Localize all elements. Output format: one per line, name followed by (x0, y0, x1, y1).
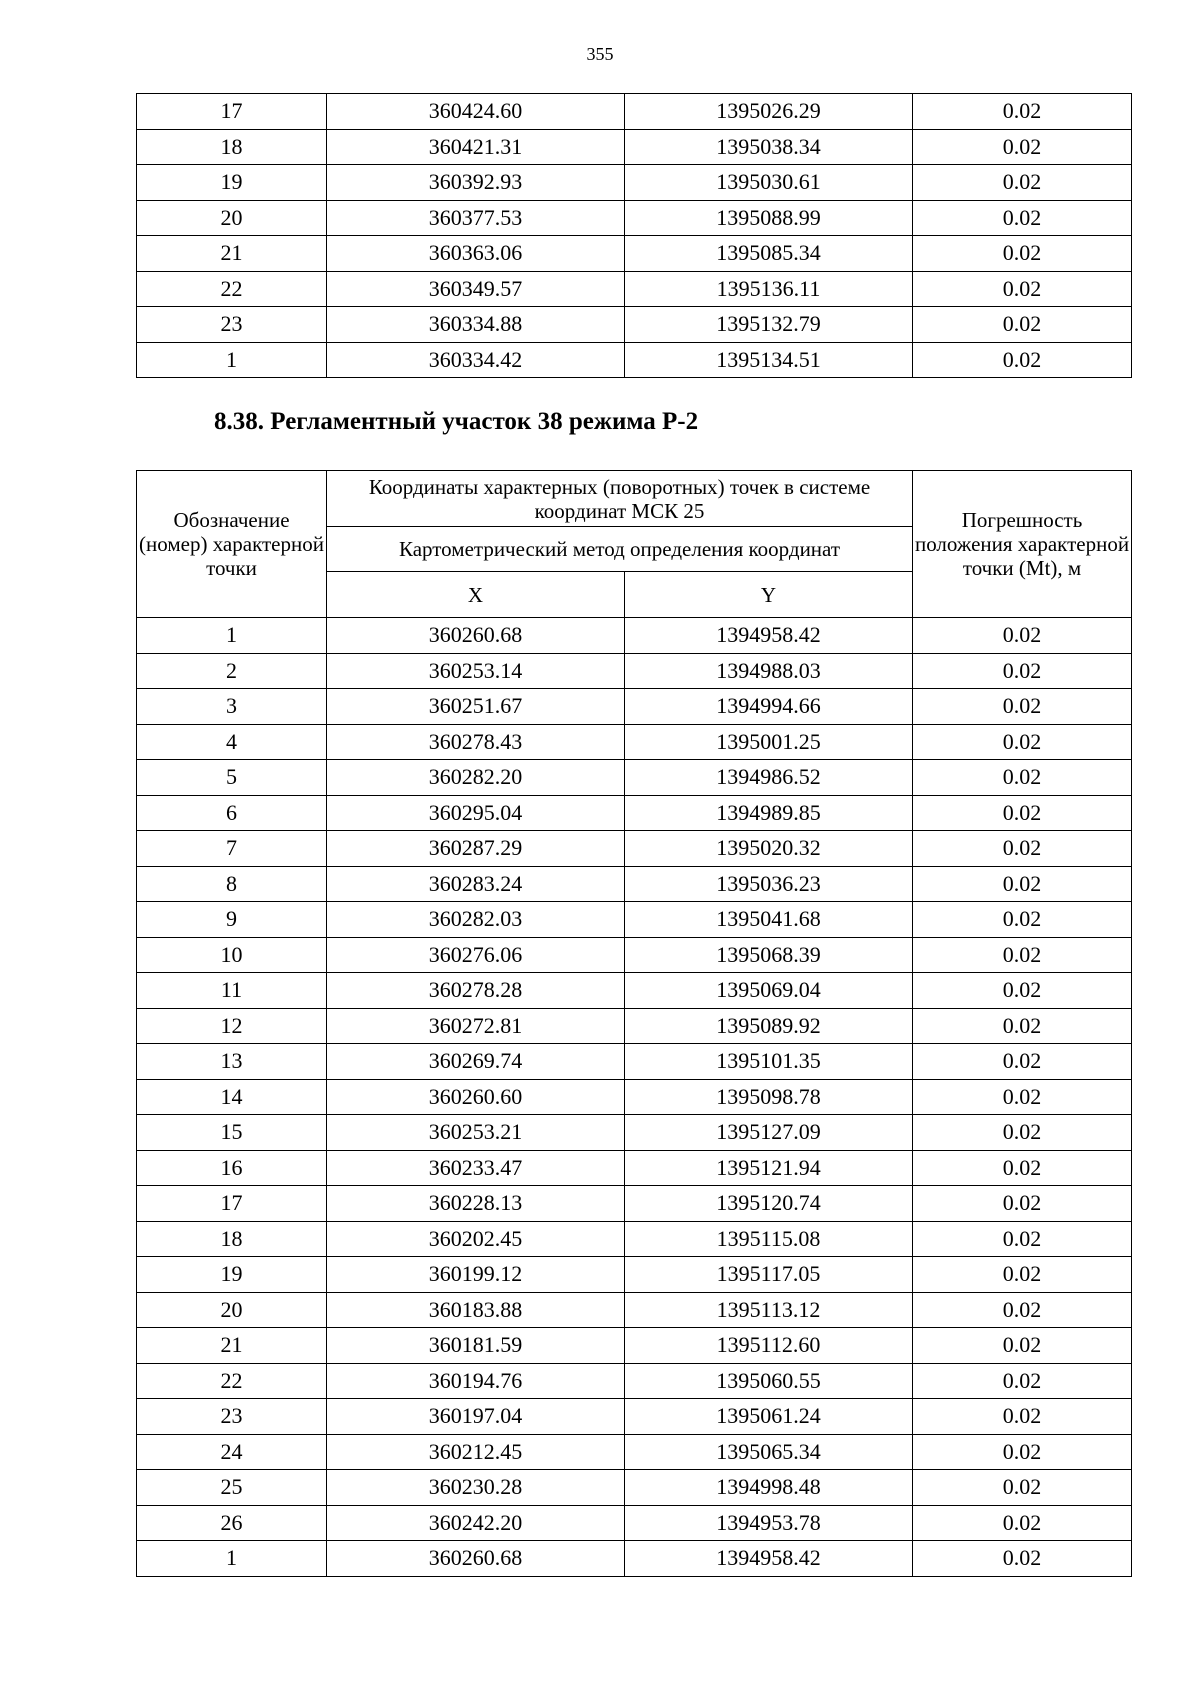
y-cell: 1395036.23 (625, 866, 913, 902)
y-cell: 1394986.52 (625, 760, 913, 796)
header-method-label: Картометрический метод определения координат (327, 527, 913, 572)
x-cell: 360197.04 (327, 1399, 625, 1435)
table-row (137, 271, 1132, 307)
x-cell: 360269.74 (327, 1044, 625, 1080)
y-cell: 1395101.35 (625, 1044, 913, 1080)
x-cell: 360253.21 (327, 1115, 625, 1151)
error-cell: 0.02 (913, 1115, 1132, 1151)
point-number-cell: 6 (137, 795, 327, 831)
x-cell: 360251.67 (327, 689, 625, 725)
y-cell: 1394958.42 (625, 618, 913, 654)
y-cell: 1395121.94 (625, 1150, 913, 1186)
point-number-cell: 15 (137, 1115, 327, 1151)
point-number-cell: 22 (137, 271, 327, 307)
error-cell: 0.02 (913, 1399, 1132, 1435)
x-cell: 360424.60 (327, 94, 625, 130)
x-cell: 360295.04 (327, 795, 625, 831)
y-cell: 1395038.34 (625, 129, 913, 165)
point-number-cell: 17 (137, 1186, 327, 1222)
x-cell: 360260.68 (327, 618, 625, 654)
x-cell: 360349.57 (327, 271, 625, 307)
error-cell: 0.02 (913, 1150, 1132, 1186)
y-cell: 1394994.66 (625, 689, 913, 725)
header-x-label: X (327, 572, 625, 618)
point-number-cell: 26 (137, 1505, 327, 1541)
point-number-cell: 13 (137, 1044, 327, 1080)
error-cell: 0.02 (913, 200, 1132, 236)
table-row (137, 618, 1132, 654)
error-cell: 0.02 (913, 724, 1132, 760)
table-row (137, 165, 1132, 201)
table-row (137, 1505, 1132, 1541)
point-number-cell: 23 (137, 1399, 327, 1435)
table-row (137, 866, 1132, 902)
y-cell: 1395030.61 (625, 165, 913, 201)
coordinates-table (136, 470, 1132, 1577)
x-cell: 360199.12 (327, 1257, 625, 1293)
y-cell: 1394989.85 (625, 795, 913, 831)
x-cell: 360202.45 (327, 1221, 625, 1257)
y-cell: 1395089.92 (625, 1008, 913, 1044)
table-row (137, 973, 1132, 1009)
error-cell: 0.02 (913, 937, 1132, 973)
header-point-label: Обозначение (номер) характерной точки (137, 471, 327, 618)
error-cell: 0.02 (913, 902, 1132, 938)
error-cell: 0.02 (913, 831, 1132, 867)
table-header (137, 471, 1132, 618)
x-cell: 360230.28 (327, 1470, 625, 1506)
x-cell: 360194.76 (327, 1363, 625, 1399)
point-number-cell: 9 (137, 902, 327, 938)
error-cell: 0.02 (913, 1221, 1132, 1257)
error-cell: 0.02 (913, 1292, 1132, 1328)
x-cell: 360283.24 (327, 866, 625, 902)
error-cell: 0.02 (913, 1257, 1132, 1293)
table-row (137, 1363, 1132, 1399)
error-cell: 0.02 (913, 342, 1132, 378)
error-cell: 0.02 (913, 271, 1132, 307)
table-row (137, 1434, 1132, 1470)
x-cell: 360212.45 (327, 1434, 625, 1470)
table-row (137, 937, 1132, 973)
point-number-cell: 14 (137, 1079, 327, 1115)
page-number: 355 (586, 44, 614, 64)
error-cell: 0.02 (913, 1328, 1132, 1364)
error-cell: 0.02 (913, 866, 1132, 902)
point-number-cell: 2 (137, 653, 327, 689)
y-cell: 1395001.25 (625, 724, 913, 760)
point-number-cell: 20 (137, 1292, 327, 1328)
error-cell: 0.02 (913, 973, 1132, 1009)
y-cell: 1395020.32 (625, 831, 913, 867)
point-number-cell: 3 (137, 689, 327, 725)
error-cell: 0.02 (913, 653, 1132, 689)
y-cell: 1394988.03 (625, 653, 913, 689)
table-row (137, 795, 1132, 831)
error-cell: 0.02 (913, 165, 1132, 201)
x-cell: 360282.03 (327, 902, 625, 938)
y-cell: 1395120.74 (625, 1186, 913, 1222)
error-cell: 0.02 (913, 1186, 1132, 1222)
y-cell: 1395112.60 (625, 1328, 913, 1364)
x-cell: 360377.53 (327, 200, 625, 236)
error-cell: 0.02 (913, 307, 1132, 343)
x-cell: 360181.59 (327, 1328, 625, 1364)
error-cell: 0.02 (913, 1434, 1132, 1470)
y-cell: 1395127.09 (625, 1115, 913, 1151)
y-cell: 1394998.48 (625, 1470, 913, 1506)
y-cell: 1395026.29 (625, 94, 913, 130)
table-row (137, 831, 1132, 867)
y-cell: 1394953.78 (625, 1505, 913, 1541)
y-cell: 1394958.42 (625, 1541, 913, 1577)
y-cell: 1395134.51 (625, 342, 913, 378)
y-cell: 1395068.39 (625, 937, 913, 973)
point-number-cell: 22 (137, 1363, 327, 1399)
y-cell: 1395098.78 (625, 1079, 913, 1115)
x-cell: 360228.13 (327, 1186, 625, 1222)
error-cell: 0.02 (913, 1363, 1132, 1399)
table-row (137, 1150, 1132, 1186)
x-cell: 360276.06 (327, 937, 625, 973)
y-cell: 1395136.11 (625, 271, 913, 307)
point-number-cell: 19 (137, 165, 327, 201)
x-cell: 360334.42 (327, 342, 625, 378)
point-number-cell: 11 (137, 973, 327, 1009)
table-row (137, 1008, 1132, 1044)
table-row (137, 94, 1132, 130)
error-cell: 0.02 (913, 129, 1132, 165)
header-coords-label: Координаты характерных (поворотных) точек в системе координат МСК 25 (327, 471, 913, 527)
table-row (137, 307, 1132, 343)
x-cell: 360233.47 (327, 1150, 625, 1186)
point-number-cell: 1 (137, 342, 327, 378)
table-row (137, 1292, 1132, 1328)
point-number-cell: 7 (137, 831, 327, 867)
error-cell: 0.02 (913, 1079, 1132, 1115)
y-cell: 1395113.12 (625, 1292, 913, 1328)
table-row (137, 236, 1132, 272)
section-title: 8.38. Регламентный участок 38 режима Р-2 (214, 408, 699, 435)
table-row (137, 1186, 1132, 1222)
coordinates-table-continued (136, 93, 1132, 378)
table-row (137, 1044, 1132, 1080)
y-cell: 1395132.79 (625, 307, 913, 343)
error-cell: 0.02 (913, 618, 1132, 654)
y-cell: 1395041.68 (625, 902, 913, 938)
table-row (137, 902, 1132, 938)
y-cell: 1395069.04 (625, 973, 913, 1009)
x-cell: 360183.88 (327, 1292, 625, 1328)
error-cell: 0.02 (913, 94, 1132, 130)
x-cell: 360260.68 (327, 1541, 625, 1577)
point-number-cell: 18 (137, 1221, 327, 1257)
x-cell: 360287.29 (327, 831, 625, 867)
table-row (137, 1541, 1132, 1577)
table-row (137, 689, 1132, 725)
point-number-cell: 23 (137, 307, 327, 343)
x-cell: 360334.88 (327, 307, 625, 343)
y-cell: 1395065.34 (625, 1434, 913, 1470)
error-cell: 0.02 (913, 1470, 1132, 1506)
table-row (137, 200, 1132, 236)
error-cell: 0.02 (913, 1044, 1132, 1080)
x-cell: 360421.31 (327, 129, 625, 165)
error-cell: 0.02 (913, 1505, 1132, 1541)
point-number-cell: 25 (137, 1470, 327, 1506)
point-number-cell: 1 (137, 618, 327, 654)
x-cell: 360253.14 (327, 653, 625, 689)
point-number-cell: 16 (137, 1150, 327, 1186)
table-row (137, 1399, 1132, 1435)
x-cell: 360278.43 (327, 724, 625, 760)
header-error-label: Погрешность положения характерной точки (Mt), м (913, 471, 1132, 618)
table-row (137, 760, 1132, 796)
y-cell: 1395060.55 (625, 1363, 913, 1399)
error-cell: 0.02 (913, 760, 1132, 796)
point-number-cell: 24 (137, 1434, 327, 1470)
x-cell: 360272.81 (327, 1008, 625, 1044)
point-number-cell: 5 (137, 760, 327, 796)
y-cell: 1395085.34 (625, 236, 913, 272)
error-cell: 0.02 (913, 236, 1132, 272)
header-y-label: Y (625, 572, 913, 618)
point-number-cell: 18 (137, 129, 327, 165)
error-cell: 0.02 (913, 795, 1132, 831)
y-cell: 1395088.99 (625, 200, 913, 236)
table-row (137, 1328, 1132, 1364)
table-row (137, 1115, 1132, 1151)
table-row (137, 1079, 1132, 1115)
x-cell: 360260.60 (327, 1079, 625, 1115)
coordinates-table-continued-body (137, 94, 1132, 378)
y-cell: 1395115.08 (625, 1221, 913, 1257)
point-number-cell: 8 (137, 866, 327, 902)
point-number-cell: 20 (137, 200, 327, 236)
x-cell: 360282.20 (327, 760, 625, 796)
point-number-cell: 17 (137, 94, 327, 130)
y-cell: 1395117.05 (625, 1257, 913, 1293)
point-number-cell: 19 (137, 1257, 327, 1293)
x-cell: 360363.06 (327, 236, 625, 272)
table-row (137, 1470, 1132, 1506)
point-number-cell: 4 (137, 724, 327, 760)
x-cell: 360392.93 (327, 165, 625, 201)
point-number-cell: 21 (137, 1328, 327, 1364)
table-row (137, 724, 1132, 760)
y-cell: 1395061.24 (625, 1399, 913, 1435)
table-row (137, 342, 1132, 378)
table-row (137, 653, 1132, 689)
error-cell: 0.02 (913, 1541, 1132, 1577)
point-number-cell: 21 (137, 236, 327, 272)
table-row (137, 129, 1132, 165)
point-number-cell: 12 (137, 1008, 327, 1044)
x-cell: 360242.20 (327, 1505, 625, 1541)
error-cell: 0.02 (913, 689, 1132, 725)
point-number-cell: 10 (137, 937, 327, 973)
point-number-cell: 1 (137, 1541, 327, 1577)
coordinates-table-body (137, 618, 1132, 1577)
table-row (137, 1257, 1132, 1293)
table-row (137, 1221, 1132, 1257)
x-cell: 360278.28 (327, 973, 625, 1009)
error-cell: 0.02 (913, 1008, 1132, 1044)
